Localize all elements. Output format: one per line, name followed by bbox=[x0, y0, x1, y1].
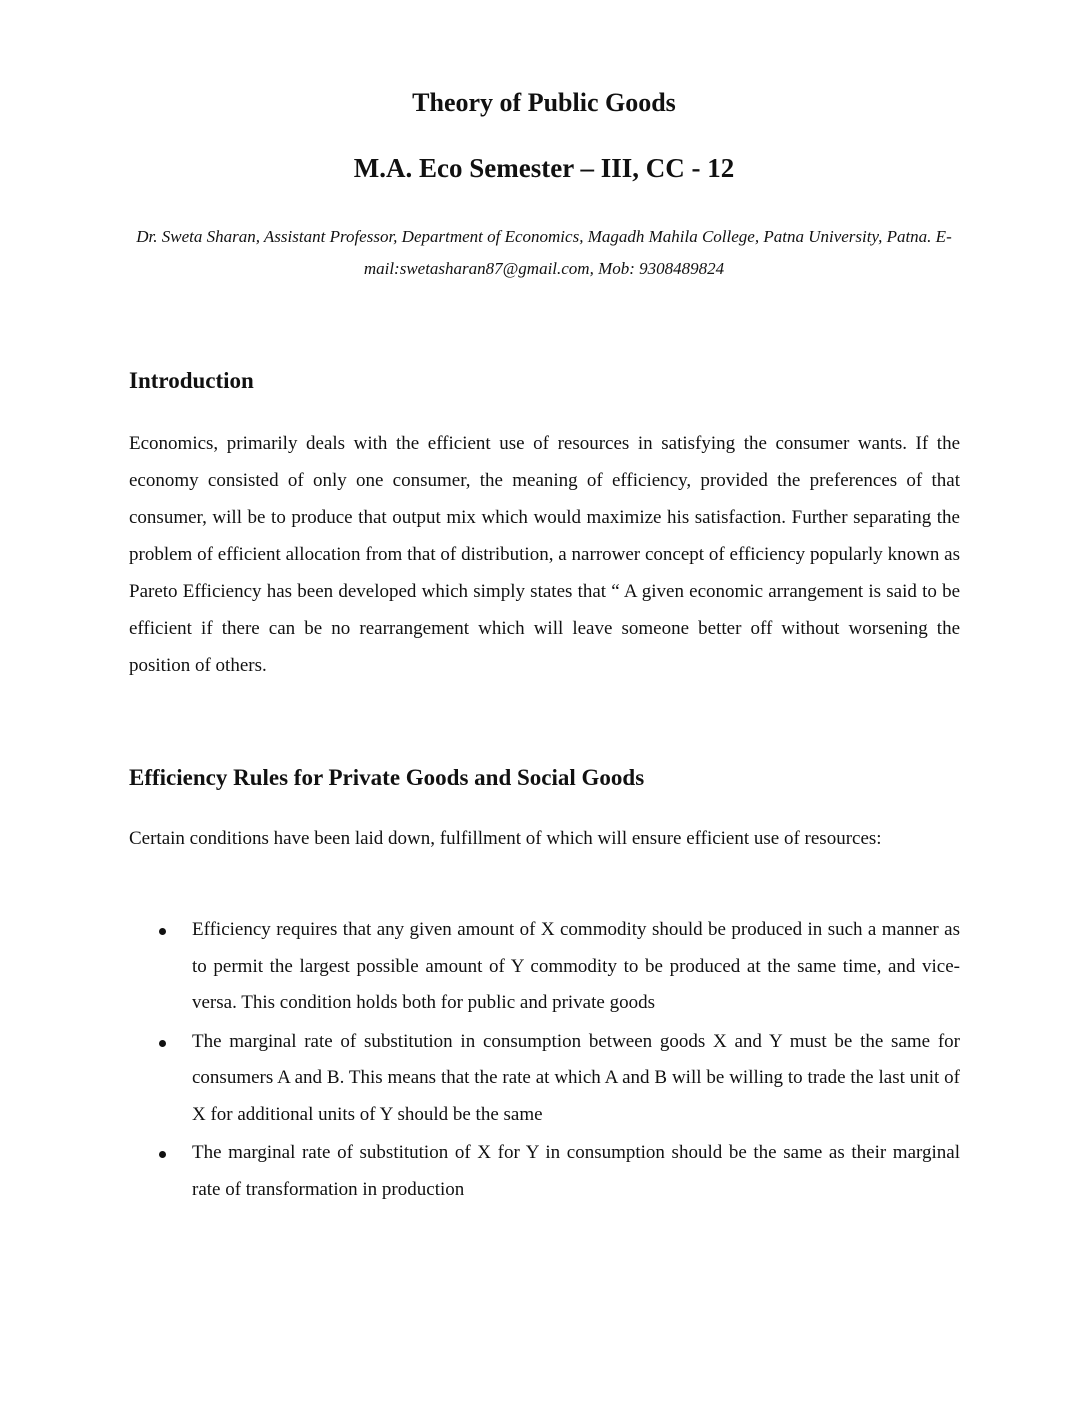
bullet-icon bbox=[159, 928, 166, 935]
author-line: Dr. Sweta Sharan, Assistant Professor, Department of Economics, Magadh Mahila College, Patna University, Patna. E-mail:swetasharan87@gmail.com, Mob: 9308489824 bbox=[136, 227, 952, 278]
section-heading-efficiency-rules: Efficiency Rules for Private Goods and Social Goods bbox=[129, 765, 645, 790]
document-subtitle: M.A. Eco Semester – III, CC - 12 bbox=[353, 153, 735, 183]
introduction-paragraph: Economics, primarily deals with the efficient use of resources in satisfying the consumer wants. If the economy consisted of only one consumer, the meaning of efficiency, provided the preferences of that consumer, will be to produce that output mix which would maximize his satisfaction. Further separating the problem of efficient allocation from that of distribution, a narrower concept of efficiency popularly known as Pareto Efficiency has been developed which simply states that “ A given economic arrangement is said to be efficient if there can be no rearrangement which will leave someone better off without worsening the position of others. bbox=[129, 433, 960, 676]
list-item-text: The marginal rate of substitution in consumption between goods X and Y must be the same for consumers A and B. This means that the rate at which A and B will be willing to trade the last unit of X for additional units of Y should be the same bbox=[192, 1030, 960, 1125]
list-item bbox=[129, 912, 960, 1022]
bullet-icon bbox=[159, 1040, 166, 1047]
list-item bbox=[129, 1135, 960, 1208]
bullet-icon bbox=[159, 1151, 166, 1158]
efficiency-rules-paragraph: Certain conditions have been laid down, fulfillment of which will ensure efficient use of resources: bbox=[129, 828, 882, 849]
section-heading-introduction: Introduction bbox=[129, 368, 254, 393]
list-item-text: Efficiency requires that any given amount of X commodity should be produced in such a manner as to permit the largest possible amount of Y commodity to be produced at the same time, and vice-versa. This condition holds both for public and private goods bbox=[192, 919, 960, 1013]
document-title: Theory of Public Goods bbox=[412, 88, 676, 117]
list-item bbox=[129, 1024, 960, 1134]
efficiency-conditions-list bbox=[129, 912, 960, 1210]
list-item-text: The marginal rate of substitution of X for Y in consumption should be the same as their marginal rate of transformation in production bbox=[192, 1142, 960, 1200]
